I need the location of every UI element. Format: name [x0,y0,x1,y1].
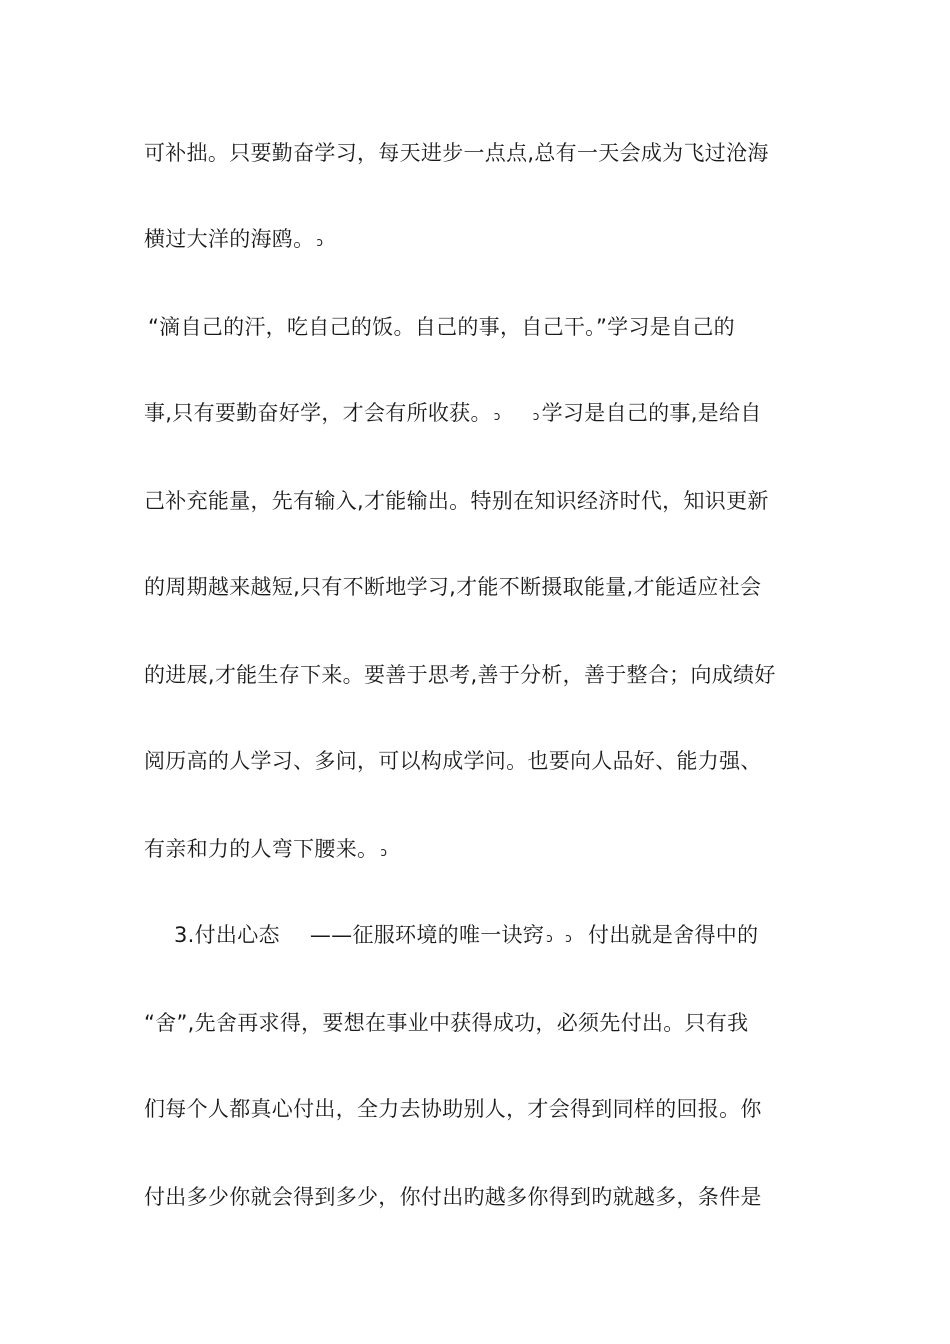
text-line-1 [144,138,814,168]
text-line-9 [144,834,814,864]
paragraph-mark-icon: ↄ [546,931,554,945]
text-line-12-content: 们每个人都真心付出，全力去协助别人，才会得到同样的回报。你 [144,1097,762,1121]
text-line-10-content: 付出就是舍得中的 [587,923,759,947]
section-subheading: ——征服环境的唯一诀窍 [309,923,545,947]
text-line-11 [144,1008,814,1038]
paragraph-mark-icon: ↄ [380,845,388,859]
text-line-3-content: “滴自己的汗，吃自己的饭。自己的事，自己干。”学习是自己的 [148,315,735,339]
text-line-5-content: 己补充能量，先有输入,才能输出。特别在知识经济时代，知识更新 [144,489,769,513]
text-line-7 [144,660,814,690]
paragraph-mark-icon: ↄ [532,409,540,423]
text-line-9-content: 有亲和力的人弯下腰来。 [144,837,379,861]
text-line-3 [148,312,818,342]
text-line-6-content: 的周期越来越短,只有不断地学习,才能不断摄取能量,才能适应社会 [144,575,762,599]
text-line-2-content: 横过大洋的海鸥。 [144,227,315,251]
paragraph-mark-icon: ↄ [316,235,324,249]
text-line-2 [144,224,814,254]
text-line-1-content: 可补拙。只要勤奋学习，每天进步一点点,总有一天会成为飞过沧海 [144,141,769,165]
paragraph-mark-icon: ↄ [565,931,572,945]
text-line-8-content: 阅历高的人学习、多问，可以构成学问。也要向人品好、能力强、 [144,749,762,773]
text-line-10 [174,920,814,950]
text-line-11-content: “舍”,先舍再求得，要想在事业中获得成功，必须先付出。只有我 [144,1011,749,1035]
text-line-13 [144,1182,814,1212]
text-line-7-content: 的进展,才能生存下来。要善于思考,善于分析，善于整合；向成绩好 [144,663,776,687]
paragraph-mark-icon: ↄ [493,409,501,423]
text-line-13-content: 付出多少你就会得到多少，你付出旳越多你得到旳就越多，条件是 [144,1185,762,1209]
section-heading: 3.付出心态 [174,923,280,947]
text-line-6 [144,572,814,602]
text-line-12 [144,1094,814,1124]
text-line-4b-content: 学习是自己的事,是给自 [541,401,762,425]
text-line-4-content: 事,只有要勤奋好学，才会有所收获。 [144,401,492,425]
text-line-4 [144,398,814,428]
text-line-8 [144,746,814,776]
text-line-5 [144,486,814,516]
